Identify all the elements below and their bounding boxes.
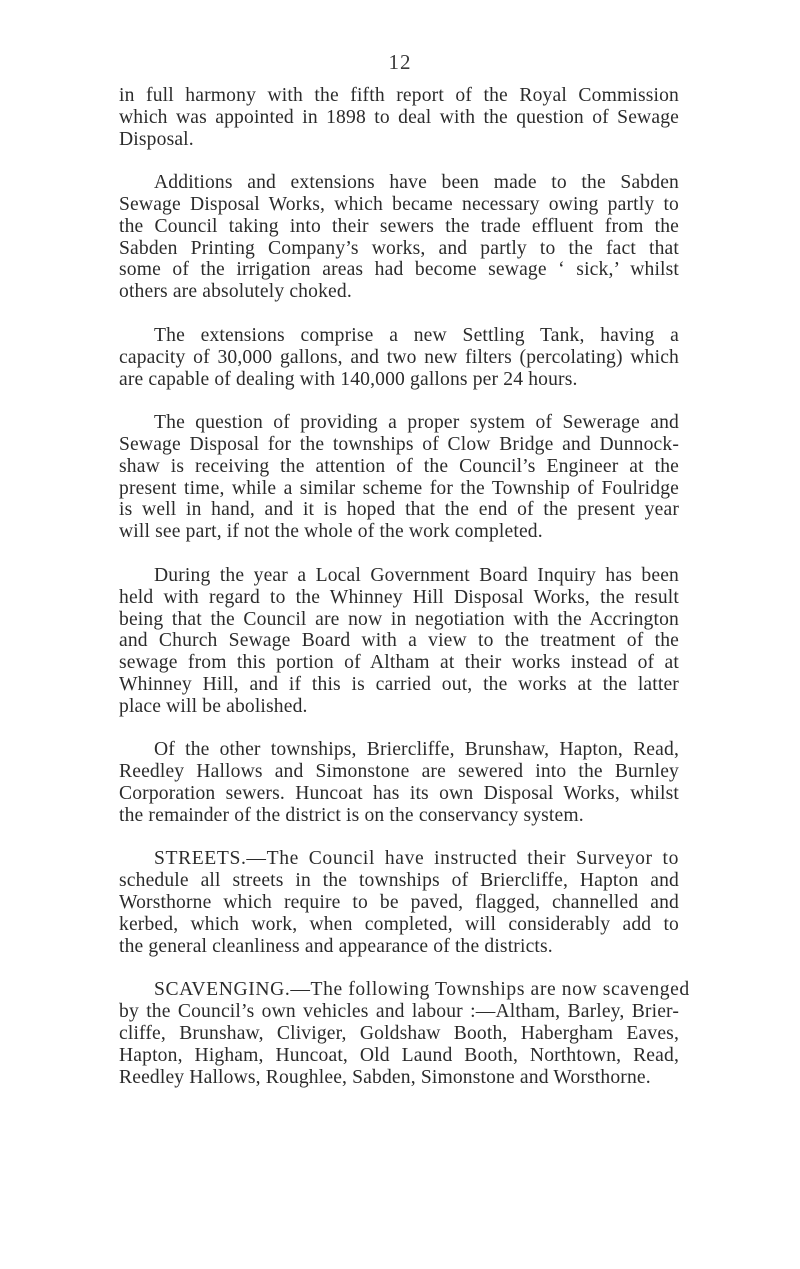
text-line: is well in hand, and it is hoped that the end of the present year	[119, 499, 679, 521]
text-line: place will be abolished.	[119, 695, 308, 717]
paragraph-extensions	[119, 325, 679, 390]
text-line: the general cleanliness and appearance of the districts.	[119, 935, 553, 957]
paragraph-streets	[119, 848, 679, 957]
text-line: sewage from this portion of Altham at their works instead of at	[119, 652, 679, 674]
text-line: kerbed, which work, when completed, will considerably add to	[119, 913, 679, 935]
page-number: 12	[388, 50, 412, 74]
text-line: Sewage Disposal for the townships of Clow Bridge and Dunnock-	[119, 434, 679, 456]
text-line: The question of providing a proper system of Sewerage and	[154, 412, 679, 434]
text-line: Whinney Hill, and if this is carried out, the works at the latter	[119, 673, 679, 695]
text-line: and Church Sewage Board with a view to the treatment of the	[119, 630, 679, 652]
text-line: which was appointed in 1898 to deal with the question of Sewage	[119, 106, 679, 128]
text-line: STREETS.—The Council have instructed their Surveyor to	[154, 848, 679, 870]
paragraph-commission	[119, 85, 679, 150]
text-line: others are absolutely choked.	[119, 281, 352, 303]
text-line: schedule all streets in the townships of Briercliffe, Hapton and	[119, 870, 679, 892]
text-line: the Council taking into their sewers the trade effluent from the	[119, 215, 679, 237]
text-line: Reedley Hallows and Simonstone are sewered into the Burnley	[119, 761, 679, 783]
text-line: Of the other townships, Briercliffe, Brunshaw, Hapton, Read,	[154, 739, 679, 761]
text-line: The extensions comprise a new Settling Tank, having a	[154, 324, 679, 346]
text-line: held with regard to the Whinney Hill Disposal Works, the result	[119, 586, 679, 608]
paragraph-sabden-works	[119, 172, 679, 303]
text-line: some of the irrigation areas had become sewage ‘ sick,’ whilst	[119, 259, 679, 281]
text-line: being that the Council are now in negotiation with the Accrington	[119, 608, 679, 630]
text-line: SCAVENGING.—The following Townships are now scavenged	[154, 979, 690, 1001]
text-line: are capable of dealing with 140,000 gallons per 24 hours.	[119, 368, 578, 390]
text-line: cliffe, Brunshaw, Cliviger, Goldshaw Booth, Habergham Eaves,	[119, 1022, 679, 1044]
text-line: Reedley Hallows, Roughlee, Sabden, Simonstone and Worsthorne.	[119, 1066, 651, 1088]
text-line: Hapton, Higham, Huncoat, Old Laund Booth, Northtown, Read,	[119, 1044, 679, 1066]
text-line: shaw is receiving the attention of the Council’s Engineer at the	[119, 455, 679, 477]
text-line: Sabden Printing Company’s works, and partly to the fact that	[119, 237, 679, 259]
text-line: Corporation sewers. Huncoat has its own Disposal Works, whilst	[119, 782, 679, 804]
paragraph-scavenging	[119, 979, 690, 1088]
text-line: will see part, if not the whole of the work completed.	[119, 521, 543, 543]
text-line: the remainder of the district is on the conservancy system.	[119, 804, 584, 826]
text-line: Disposal.	[119, 128, 194, 150]
paragraph-sewerage-system	[119, 412, 679, 543]
text-line: present time, while a similar scheme for the Township of Foulridge	[119, 477, 679, 499]
text-line: During the year a Local Government Board Inquiry has been	[154, 564, 679, 586]
text-line: by the Council’s own vehicles and labour :—Altham, Barley, Brier-	[119, 1001, 679, 1023]
text-line: Sewage Disposal Works, which became necessary owing partly to	[119, 194, 679, 216]
paragraph-other-townships	[119, 739, 679, 826]
text-line: in full harmony with the fifth report of the Royal Commission	[119, 85, 679, 106]
paragraph-inquiry	[119, 565, 679, 718]
body-text	[119, 85, 690, 1088]
text-line: Worsthorne which require to be paved, flagged, channelled and	[119, 892, 679, 914]
text-line: capacity of 30,000 gallons, and two new filters (percolating) which	[119, 346, 679, 368]
text-line: Additions and extensions have been made to the Sabden	[154, 172, 679, 194]
